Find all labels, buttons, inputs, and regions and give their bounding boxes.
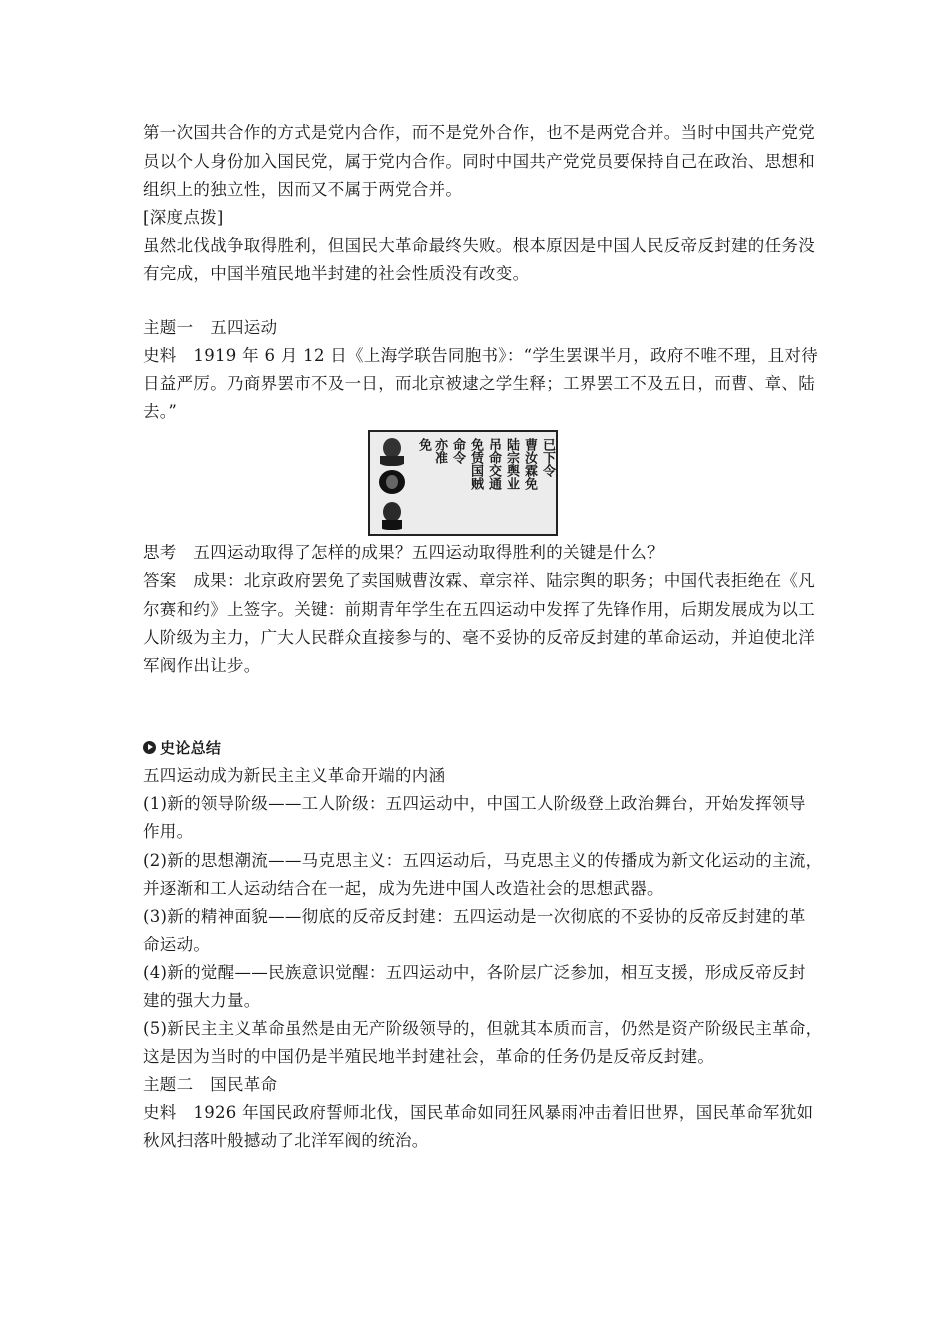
- portrait-icon: [374, 500, 410, 530]
- summary-heading: [143, 738, 823, 758]
- topic1-source-line: 史料 1919 年 6 月 12 日《上海学联告同胞书》：“学生罢课半月，政府不唯不理，且对待: [143, 346, 818, 365]
- summary-line: 作用。: [143, 822, 194, 841]
- topic1-source-line: 去。”: [143, 402, 178, 421]
- topic1-answer-line: 答案 成果：北京政府罢免了卖国贼曹汝霖、章宗祥、陆宗舆的职务；中国代表拒绝在《凡: [143, 571, 815, 590]
- headline-column: 免: [416, 438, 431, 451]
- play-circle-icon: [143, 741, 156, 754]
- summary-line: (2)新的思想潮流——马克思主义：五四运动后，马克思主义的传播成为新文化运动的主流，: [143, 851, 823, 870]
- headline-column: 亦准: [432, 438, 447, 464]
- topic1-question: 思考 五四运动取得了怎样的成果？五四运动取得胜利的关键是什么？: [143, 543, 664, 562]
- intro-line: 员以个人身份加入国民党，属于党内合作。同时中国共产党党员要保持自己在政治、思想和: [143, 152, 815, 171]
- summary-line: 并逐渐和工人运动结合在一起，成为先进中国人改造社会的思想武器。: [143, 879, 664, 898]
- summary-line: (1)新的领导阶级——工人阶级：五四运动中，中国工人阶级登上政治舞台，开始发挥领导: [143, 794, 806, 813]
- topic2-source-line: 史料 1926 年国民政府誓师北伐，国民革命如同狂风暴雨冲击着旧世界，国民革命军犹如: [143, 1103, 814, 1122]
- summary-line: (4)新的觉醒——民族意识觉醒：五四运动中，各阶层广泛参加，相互支援，形成反帝反封: [143, 963, 806, 982]
- headline-column: 免赁国贼: [468, 438, 483, 490]
- insight-line: 有完成，中国半殖民地半封建的社会性质没有改变。: [143, 264, 530, 283]
- headline-column: 吊命交通: [486, 438, 501, 490]
- topic1-answer-line: 军阀作出让步。: [143, 656, 261, 675]
- topic1-source-line: 日益严厉。乃商界罢市不及一日，而北京被逮之学生释；工界罢工不及五日，而曹、章、陆: [143, 374, 815, 393]
- summary-line: (5)新民主主义革命虽然是由无产阶级领导的，但就其本质而言，仍然是资产阶级民主革命，: [143, 1019, 823, 1038]
- insight-heading: [深度点拨]: [143, 208, 224, 227]
- summary-heading-label: 史论总结: [160, 739, 222, 757]
- headline-column: 命令: [450, 438, 465, 464]
- summary-subtitle: 五四运动成为新民主主义革命开端的内涵: [143, 766, 446, 785]
- portrait-icon: [374, 436, 410, 466]
- portrait-icon: [374, 468, 410, 498]
- topic1-title: 主题一 五四运动: [143, 318, 278, 337]
- insight-line: 虽然北伐战争取得胜利，但国民大革命最终失败。根本原因是中国人民反帝反封建的任务没: [143, 236, 815, 255]
- topic1-answer-line: 人阶级为主力，广大人民群众直接参与的、毫不妥协的反帝反封建的革命运动，并迫使北洋: [143, 628, 815, 647]
- summary-line: 这是因为当时的中国仍是半殖民地半封建社会，革命的任务仍是反帝反封建。: [143, 1047, 715, 1066]
- summary-line: 建的强大力量。: [143, 991, 261, 1010]
- topic2-title: 主题二 国民革命: [143, 1075, 278, 1094]
- headline-column: 陆宗舆业: [504, 438, 519, 490]
- intro-line: 组织上的独立性，因而又不属于两党合并。: [143, 180, 463, 199]
- summary-line: (3)新的精神面貌——彻底的反帝反封建：五四运动是一次彻底的不妥协的反帝反封建的革: [143, 907, 806, 926]
- headline-column: 曹汝霖免: [522, 438, 537, 490]
- summary-line: 命运动。: [143, 935, 211, 954]
- headline-column: 已下令: [540, 438, 555, 477]
- topic1-answer-line: 尔赛和约》上签字。关键：前期青年学生在五四运动中发挥了先锋作用，后期发展成为以工: [143, 600, 815, 619]
- newspaper-clipping-image: [368, 430, 558, 536]
- intro-line: 第一次国共合作的方式是党内合作，而不是党外合作，也不是两党合并。当时中国共产党党: [143, 123, 815, 142]
- topic2-source-line: 秋风扫落叶般撼动了北洋军阀的统治。: [143, 1131, 429, 1150]
